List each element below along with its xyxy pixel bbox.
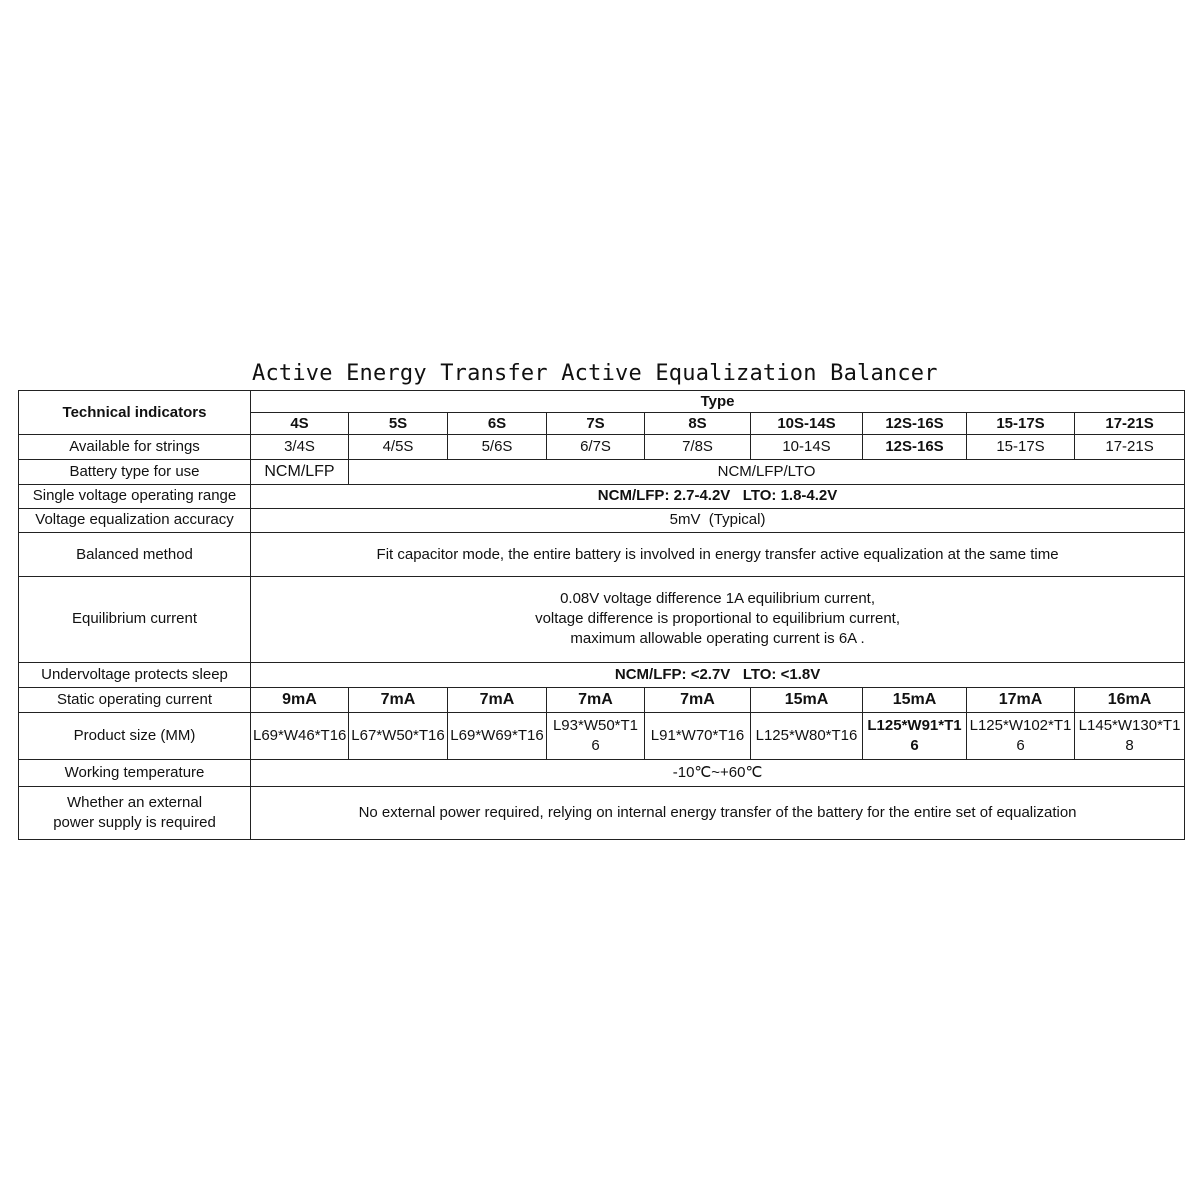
- row-label: Voltage equalization accuracy: [19, 508, 251, 532]
- static-current-cell: 15mA: [751, 687, 863, 712]
- equilibrium-line: voltage difference is proportional to equilibrium current,: [535, 610, 900, 628]
- row-label: Single voltage operating range: [19, 484, 251, 508]
- row-battery-type: [19, 460, 1185, 484]
- size-cell: L145*W130*T18: [1075, 713, 1185, 760]
- type-cell: 6S: [448, 413, 547, 435]
- type-cell: 17-21S: [1075, 413, 1185, 435]
- size-cell: L69*W69*T16: [448, 713, 547, 760]
- battery-type-first: NCM/LFP: [251, 460, 349, 484]
- size-cell: L67*W50*T16: [349, 713, 448, 760]
- balanced-method-value: Fit capacitor mode, the entire battery is involved in energy transfer active equalization at the same time: [251, 532, 1185, 576]
- static-current-cell: 7mA: [645, 687, 751, 712]
- static-current-cell: 7mA: [547, 687, 645, 712]
- row-label: Working temperature: [19, 760, 251, 786]
- equilibrium-line: 0.08V voltage difference 1A equilibrium current,: [560, 590, 875, 608]
- static-current-cell: 7mA: [448, 687, 547, 712]
- row-external-power: [19, 786, 1185, 839]
- strings-cell: 5/6S: [448, 435, 547, 460]
- row-working-temperature: [19, 760, 1185, 786]
- strings-cell: 3/4S: [251, 435, 349, 460]
- static-current-cell: 16mA: [1075, 687, 1185, 712]
- row-undervoltage: [19, 662, 1185, 687]
- voltage-range-value: NCM/LFP: 2.7-4.2V LTO: 1.8-4.2V: [251, 484, 1185, 508]
- type-cell: 4S: [251, 413, 349, 435]
- static-current-cell: 7mA: [349, 687, 448, 712]
- equilibrium-current-value: [251, 577, 1185, 663]
- external-label-line: power supply is required: [53, 813, 216, 831]
- size-cell: L93*W50*T16: [547, 713, 645, 760]
- type-cell: 12S-16S: [863, 413, 967, 435]
- type-cell: 5S: [349, 413, 448, 435]
- row-balanced-method: [19, 532, 1185, 576]
- battery-type-rest: NCM/LFP/LTO: [349, 460, 1185, 484]
- size-cell: L69*W46*T16: [251, 713, 349, 760]
- strings-cell: 10-14S: [751, 435, 863, 460]
- strings-cell: 4/5S: [349, 435, 448, 460]
- static-current-cell: 17mA: [967, 687, 1075, 712]
- type-cell: 7S: [547, 413, 645, 435]
- row-label: Available for strings: [19, 435, 251, 460]
- strings-cell: 15-17S: [967, 435, 1075, 460]
- row-product-size: [19, 713, 1185, 760]
- technical-indicators-header: Technical indicators: [19, 391, 251, 435]
- header-row-type: [19, 391, 1185, 413]
- row-label: Balanced method: [19, 532, 251, 576]
- static-current-cell: 9mA: [251, 687, 349, 712]
- row-equilibrium-current: [19, 577, 1185, 663]
- row-voltage-range: [19, 484, 1185, 508]
- document-title: Active Energy Transfer Active Equalization Balancer: [252, 361, 938, 386]
- strings-cell: 17-21S: [1075, 435, 1185, 460]
- spec-table: [18, 390, 1185, 840]
- row-label: Product size (MM): [19, 713, 251, 760]
- row-label: [19, 786, 251, 839]
- equilibrium-line: maximum allowable operating current is 6A .: [570, 630, 865, 648]
- size-cell: L125*W80*T16: [751, 713, 863, 760]
- row-label: Equilibrium current: [19, 577, 251, 663]
- size-cell: L125*W91*T16: [863, 713, 967, 760]
- external-power-value: No external power required, relying on internal energy transfer of the battery for the entire set of equalization: [251, 786, 1185, 839]
- undervoltage-value: NCM/LFP: <2.7V LTO: <1.8V: [251, 662, 1185, 687]
- strings-cell: 6/7S: [547, 435, 645, 460]
- static-current-cell: 15mA: [863, 687, 967, 712]
- size-cell: L91*W70*T16: [645, 713, 751, 760]
- temperature-value: -10℃~+60℃: [251, 760, 1185, 786]
- external-label-line: Whether an external: [66, 793, 203, 811]
- row-static-current: [19, 687, 1185, 712]
- size-cell: L125*W102*T16: [967, 713, 1075, 760]
- strings-cell: 12S-16S: [863, 435, 967, 460]
- row-available-strings: [19, 435, 1185, 460]
- type-cell: 8S: [645, 413, 751, 435]
- type-header: Type: [251, 391, 1185, 413]
- type-cell: 15-17S: [967, 413, 1075, 435]
- row-accuracy: [19, 508, 1185, 532]
- row-label: Static operating current: [19, 687, 251, 712]
- strings-cell: 7/8S: [645, 435, 751, 460]
- type-cell: 10S-14S: [751, 413, 863, 435]
- row-label: Undervoltage protects sleep: [19, 662, 251, 687]
- row-label: Battery type for use: [19, 460, 251, 484]
- accuracy-value: 5mV (Typical): [251, 508, 1185, 532]
